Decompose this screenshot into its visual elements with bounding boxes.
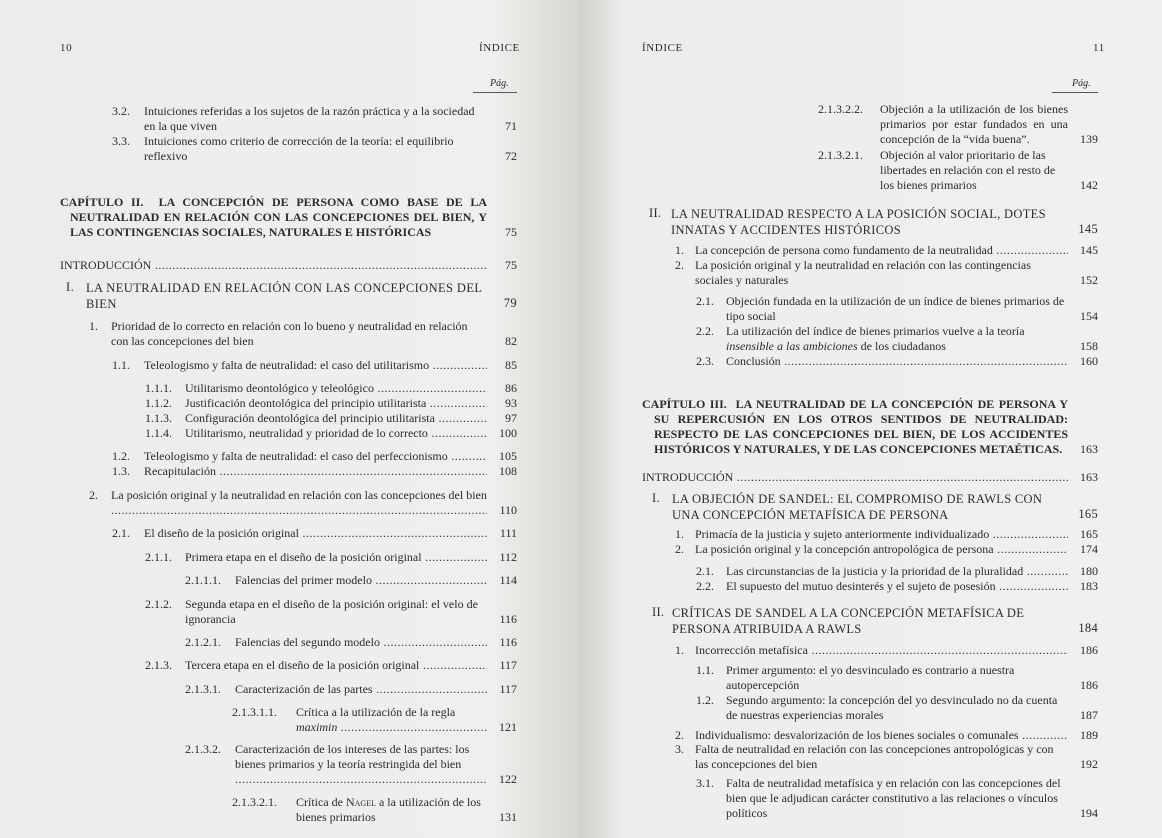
pag-rule (1052, 92, 1098, 93)
toc-entry: 1.1.1. Utilitarismo deontológico y teleológico ..... 86 (145, 381, 517, 396)
toc-entry: 2.1.2. Segunda etapa en el diseño de la posición original: el velo de ignorancia ..... 116 (145, 597, 517, 627)
toc-entry: 2.2. El supuesto del mutuo desinterés y el sujeto de posesión ..... 183 (696, 579, 1098, 594)
toc-entry: 2.1.3. Tercera etapa en el diseño de la posición original ..... 117 (145, 658, 517, 673)
toc-entry: 3.1. Falta de neutralidad metafísica y en relación con las concepciones del bien que le adjudican carácter constitutivo a las relaciones o vínculos políticos ..... 194 (696, 776, 1098, 821)
toc-entry: 1.1. Teleologismo y falta de neutralidad: el caso del utilitarismo ..... 85 (112, 358, 517, 373)
page-number: 11 (1093, 42, 1105, 54)
toc-entry: 2. La posición original y la neutralidad en relación con las contingencias sociales y naturales ..... 152 (675, 258, 1098, 288)
running-head: ÍNDICE (642, 42, 683, 54)
toc-entry: 1. Primacía de la justicia y sujeto anteriormente individualizado ..... 165 (675, 527, 1098, 542)
toc-entry: 2. La posición original y la concepción antropológica de persona ..... 174 (675, 542, 1098, 557)
toc-entry: 2.1.1.1. Falencias del primer modelo ..... 114 (185, 573, 517, 588)
page-number: 10 (60, 42, 73, 54)
toc-entry: 2.1. Las circunstancias de la justicia y la prioridad de la pluralidad ..... 180 (696, 564, 1098, 579)
pag-label: Pág. (1072, 78, 1091, 89)
toc-entry: 3.3. Intuiciones como criterio de corrección de la teoría: el equilibrio reflexivo ..... 72 (112, 134, 517, 164)
toc-entry: 2. La posición original y la neutralidad en relación con las concepciones del bien ..... 110 (89, 488, 517, 518)
toc-entry: 1. La concepción de persona como fundamento de la neutralidad ..... 145 (675, 243, 1098, 258)
left-page (0, 0, 578, 838)
toc-entry: 2. Individualismo: desvalorización de los bienes sociales o comunales ..... 189 (675, 728, 1098, 743)
toc-entry: II. CRÍTICAS DE SANDEL A LA CONCEPCIÓN METAFÍSICA DE PERSONA ATRIBUIDA A RAWLS ..... 184 (652, 605, 1098, 637)
toc-entry: 1.2. Teleologismo y falta de neutralidad: el caso del perfeccionismo ..... 105 (112, 449, 517, 464)
chapter-heading: CAPÍTULO II. LA CONCEPCIÓN DE PERSONA COMO BASE DE LA NEUTRALIDAD EN RELACIÓN CON LAS CONCEPCIONES DEL BIEN, Y LAS CONTINGENCIAS SOCIALES, NATURALES E HISTÓRICAS 75 (60, 195, 517, 239)
right-page (578, 0, 1162, 838)
toc-entry: INTRODUCCIÓN ..... 75 (60, 258, 517, 273)
toc-entry: 2.1.3.2.2. Objeción a la utilización de los bienes primarios por estar fundados en una concepción de la “vida buena”. 139 (818, 102, 1098, 146)
toc-entry: 2.2. La utilización del índice de bienes primarios vuelve a la teoría insensible a las ambiciones de los ciudadanos ..... 158 (696, 324, 1098, 354)
toc-entry: 2.1.3.2.1. Objeción al valor prioritario de las libertades en relación con el resto de los bienes primarios ..... 142 (818, 148, 1098, 193)
toc-entry: 2.1.3.1.1. Crítica a la utilización de la regla maximin ..... 121 (232, 705, 517, 735)
toc-entry: 1. Prioridad de lo correcto en relación con lo bueno y neutralidad en relación con las concepciones del bien ..... 82 (89, 319, 517, 349)
chapter-heading: CAPÍTULO III. LA NEUTRALIDAD DE LA CONCEPCIÓN DE PERSONA Y SU REPERCUSIÓN EN LOS OTROS SENTIDOS DE NEUTRALIDAD: RESPECTO DE LAS CONCEPCIONES DEL BIEN, DE LOS ACCIDENTES HISTÓRICOS Y NATURALES, Y DE LAS CONCEPCIONES METAÉTICAS. 163 (642, 397, 1098, 456)
toc-entry: 2.1. Objeción fundada en la utilización de un índice de bienes primarios de tipo social ..... 154 (696, 294, 1098, 324)
toc-entry: I. LA NEUTRALIDAD EN RELACIÓN CON LAS CONCEPCIONES DEL BIEN ..... 79 (66, 280, 517, 312)
toc-entry: 1.1.2. Justificación deontológica del principio utilitarista ..... 93 (145, 396, 517, 411)
toc-entry: 1.1. Primer argumento: el yo desvinculado es contrario a nuestra autopercepción ..... 186 (696, 663, 1098, 693)
toc-entry: I. LA OBJECIÓN DE SANDEL: EL COMPROMISO DE RAWLS CON UNA CONCEPCIÓN METAFÍSICA DE PERSONA ..... 165 (652, 491, 1098, 523)
toc-entry: INTRODUCCIÓN ..... 163 (642, 470, 1098, 485)
toc-entry: 2.1.1. Primera etapa en el diseño de la posición original ..... 112 (145, 550, 517, 565)
toc-entry: 1.1.3. Configuración deontológica del principio utilitarista ..... 97 (145, 411, 517, 426)
toc-entry: 1.2. Segundo argumento: la concepción del yo desvinculado no da cuenta de nuestras experiencias morales ..... 187 (696, 693, 1098, 723)
toc-entry: 3.2. Intuiciones referidas a los sujetos de la razón práctica y a la sociedad en la que viven ..... 71 (112, 104, 517, 134)
toc-entry: 2.1.3.2. Caracterización de los intereses de las partes: los bienes primarios y la teoría restringida del bien ..... 122 (185, 742, 517, 787)
toc-entry: 2.1. El diseño de la posición original ..... 111 (112, 526, 517, 541)
toc-entry: 2.1.2.1. Falencias del segundo modelo ..... 116 (185, 635, 517, 650)
toc-entry: 1.3. Recapitulación ..... 108 (112, 464, 517, 479)
toc-entry: 3. Falta de neutralidad en relación con las concepciones antropológicas y con las concepciones del bien ..... 192 (675, 742, 1098, 772)
toc-entry: 2.1.3.1. Caracterización de las partes ..... 117 (185, 682, 517, 697)
running-head: ÍNDICE (479, 42, 520, 54)
pag-rule (473, 92, 517, 93)
toc-entry: II. LA NEUTRALIDAD RESPECTO A LA POSICIÓN SOCIAL, DOTES INNATAS Y ACCIDENTES HISTÓRICOS ..... 145 (649, 206, 1098, 238)
toc-entry: 2.1.3.2.1. Crítica de Nagel a la utilización de los bienes primarios ..... 131 (232, 795, 517, 825)
toc-entry: 1.1.4. Utilitarismo, neutralidad y prioridad de lo correcto ..... 100 (145, 426, 517, 441)
toc-entry: 1. Incorrección metafísica ..... 186 (675, 643, 1098, 658)
pag-label: Pág. (490, 78, 509, 89)
toc-entry: 2.3. Conclusión ..... 160 (696, 354, 1098, 369)
